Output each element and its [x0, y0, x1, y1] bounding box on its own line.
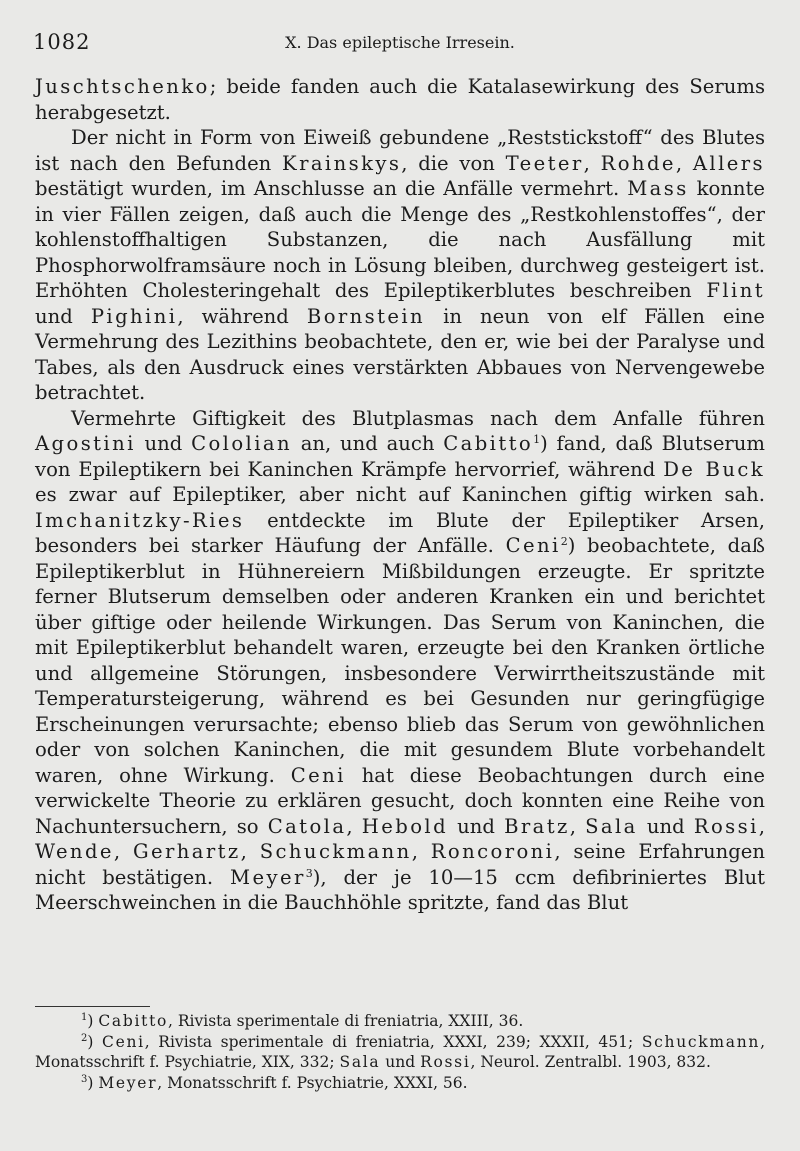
- text-run: , Rivista sperimentale di freniatria, XXXI, 239; XXXII, 451;: [144, 1032, 642, 1051]
- author-name: Pighini: [90, 304, 178, 328]
- author-name: Catola: [267, 814, 347, 838]
- author-name: Gerhartz: [132, 840, 241, 863]
- author-name: Ceni: [505, 534, 561, 557]
- footnote-divider: [35, 1006, 150, 1007]
- text-run: ,: [411, 840, 431, 863]
- footnote-marker[interactable]: 2: [560, 535, 568, 548]
- text-run: ) beobachtete, daß Epileptikerblut in Hühnereiern Mißbildungen erzeugte. Er spritzte ferner Blutserum demselben oder anderen Kranken ein und berichtet über giftige oder heilende Wirkungen. Das Serum von Kaninchen, die mit Epileptikerblut behandelt waren, erzeugte bei den Kranken örtliche und allgemeine Störungen, insbesondere Verwirrtheitszustände mit Temperatursteigerung, während es bei Gesunden nur geringfügige Erscheinungen verursachte; ebenso blieb das Serum von gewöhnlichen oder von solchen Kaninchen, die mit gesundem Blute vorbehandelt waren, ohne Wirkung.: [35, 534, 765, 787]
- footnote-marker[interactable]: 3: [305, 866, 313, 880]
- author-name: Agostini: [35, 432, 136, 455]
- footnote-number: 2: [81, 1032, 88, 1044]
- text-run: ,: [758, 814, 765, 838]
- text-run: , seine Erfahrungen nicht bestätigen.: [35, 840, 765, 889]
- text-run: hat diese Beobachtungen durch eine verwickelte Theorie zu erklären gesucht, doch konnten eine Reihe von Nachuntersuchern, so: [35, 763, 765, 838]
- author-name: Cololian: [191, 432, 292, 455]
- author-name: Cabitto: [443, 432, 534, 455]
- author-name: Flint: [706, 279, 765, 302]
- text-run: Der nicht in Form von Eiweiß gebundene „Reststickstoff“ des Blutes ist nach den Befunden: [35, 126, 765, 175]
- author-name: Schuckmann: [259, 840, 412, 863]
- author-name: Wende: [35, 840, 114, 863]
- author-name: Juschtschenko: [35, 75, 210, 98]
- text-run: Vermehrte Giftigkeit des Blutplasmas nach dem Anfalle führen: [71, 406, 765, 430]
- text-run: und: [637, 814, 694, 838]
- text-run: ; beide fanden auch die Katalasewirkung des Serums herabgesetzt.: [35, 75, 765, 124]
- text-run: , während: [177, 304, 307, 328]
- paragraph-3: [35, 406, 765, 916]
- author-name: Meyer: [230, 865, 306, 889]
- text-run: , Monatsschrift f. Psychiatrie, XIX, 332;: [35, 1032, 765, 1071]
- author-name: Rohde: [600, 151, 676, 175]
- author-name: Rossi: [693, 814, 759, 838]
- author-name: Rossi: [420, 1053, 471, 1071]
- author-name: Mass: [627, 177, 689, 200]
- text-run: ), der je 10—15 ccm defibriniertes Blut Meerschweinchen in die Bauchhöhle spritzte, fand das Blut: [35, 865, 765, 914]
- text-run: ,: [240, 840, 260, 863]
- author-name: Sala: [585, 814, 638, 838]
- text-run: und: [448, 814, 505, 838]
- author-name: Sala: [339, 1053, 381, 1071]
- text-run: ,: [569, 814, 586, 838]
- text-run: , Rivista sperimentale di freniatria, XXIII, 36.: [168, 1012, 524, 1030]
- author-name: Krainskys: [282, 151, 402, 175]
- page-number: 1082: [33, 30, 91, 54]
- paragraph-2: [35, 125, 765, 406]
- text-run: ,: [583, 151, 601, 175]
- text-run: es zwar auf Epileptiker, aber nicht auf Kaninchen giftig wirken sah.: [35, 483, 765, 506]
- footnote-number: 3: [81, 1073, 88, 1085]
- author-name: Hebold: [361, 814, 449, 838]
- running-title: X. Das epileptische Irresein.: [285, 33, 515, 52]
- author-name: Teeter: [505, 151, 584, 175]
- footnote-2: $^2$) Ceni, Rivista sperimentale di freniatria, XXXI, 239; XXXII, 451; Schuckmann, Monatsschrift f. Psychiatrie, XIX, 332; Sala und Rossi, Neurol. Zentralbl. 1903, 832.: [35, 1032, 765, 1071]
- text-run: ,: [113, 840, 133, 863]
- author-name: Schuckmann: [641, 1032, 761, 1051]
- body-text: [35, 74, 765, 916]
- text-run: an, und auch: [291, 432, 444, 455]
- footnote-marker[interactable]: 1: [533, 433, 541, 446]
- author-name: Roncoroni: [430, 840, 555, 863]
- text-run: , Monatsschrift f. Psychiatrie, XXXI, 56.: [157, 1073, 468, 1092]
- author-name: Ceni: [290, 763, 346, 787]
- text-run: ,: [346, 814, 362, 838]
- author-name: Imchanitzky-Ries: [35, 508, 245, 532]
- text-run: bestätigt wurden, im Anschlusse an die Anfälle vermehrt.: [35, 177, 628, 200]
- author-name: Allers: [692, 151, 765, 175]
- footnote-1: $^1$) Cabitto, Rivista sperimentale di freniatria, XXIII, 36.: [81, 1012, 524, 1030]
- text-run: in neun von elf Fällen eine Vermehrung des Lezithins beobachtete, den er, wie bei der Paralyse und Tabes, als den Ausdruck eines verstärkten Abbaues von Nervengewebe betrachtet.: [35, 304, 765, 404]
- author-name: Bornstein: [306, 304, 426, 328]
- author-name: Meyer: [98, 1073, 158, 1092]
- footnotes: [35, 1011, 765, 1093]
- text-run: und: [135, 432, 192, 455]
- text-run: entdeckte im Blute der Epileptiker Arsen, besonders bei starker Häufung der Anfälle.: [35, 508, 765, 557]
- text-run: ,: [675, 151, 693, 175]
- author-name: Bratz: [504, 814, 570, 838]
- text-run: konnte in vier Fällen zeigen, daß auch die Menge des „Restkohlenstoffes“, der kohlenstoffhaltigen Substanzen, die nach Ausfällung mit Phosphorwolframsäure noch in Lösung bleiben, durchweg gesteigert ist. Erhöhten Cholesteringehalt des Epileptikerblutes beschreiben: [35, 177, 765, 302]
- paragraph-1: [35, 74, 765, 125]
- author-name: Ceni: [102, 1032, 145, 1051]
- footnote-number: 1: [81, 1012, 88, 1023]
- author-name: De Buck: [663, 457, 765, 481]
- text-run: ) fand, daß Blutserum von Epileptikern bei Kaninchen Krämpfe hervorrief, während: [35, 432, 765, 481]
- footnote-3: $^3$) Meyer, Monatsschrift f. Psychiatrie, XXXI, 56.: [81, 1073, 468, 1092]
- author-name: Cabitto: [98, 1012, 169, 1030]
- text-run: und: [380, 1053, 421, 1071]
- text-run: , Neurol. Zentralbl. 1903, 832.: [470, 1053, 711, 1071]
- text-run: , die von: [401, 151, 506, 175]
- page-header: [33, 30, 767, 60]
- text-run: und: [35, 304, 91, 328]
